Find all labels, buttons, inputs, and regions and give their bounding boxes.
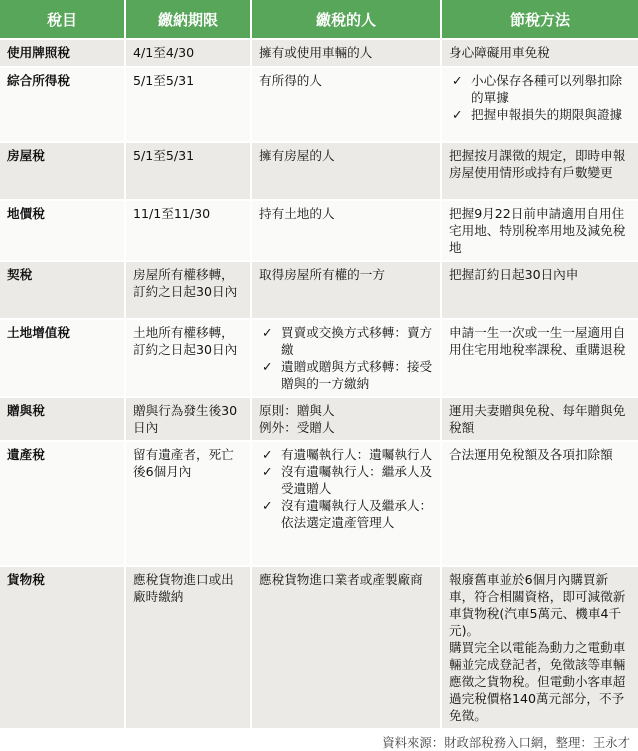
check-icon: ✓	[452, 107, 463, 122]
header-payer: 繳稅的人	[251, 0, 441, 39]
tax-name: 使用牌照稅	[0, 39, 125, 67]
deadline-cell: 應稅貨物進口或出廠時繳納	[125, 566, 251, 728]
payer-cell	[251, 441, 441, 566]
deadline-cell: 留有遺產者，死亡後6個月內	[125, 441, 251, 566]
deadline-cell: 11/1至11/30	[125, 200, 251, 261]
deadline-cell: 5/1至5/31	[125, 142, 251, 200]
list-item	[449, 72, 633, 106]
deadline-cell: 5/1至5/31	[125, 67, 251, 142]
list-item	[259, 463, 435, 497]
payer-text: 有遺囑執行人：遺囑執行人	[281, 447, 433, 462]
tips-cell: 合法運用免稅額及各項扣除額	[441, 441, 638, 566]
table-row	[0, 200, 638, 261]
tips-cell	[441, 67, 638, 142]
tips-cell: 申請一生一次或一生一屋適用自用住宅用地稅率課稅、重購退稅	[441, 319, 638, 397]
tips-list	[449, 72, 633, 123]
payer-text: 遺贈或贈與方式移轉：接受贈與的一方繳納	[281, 359, 433, 391]
deadline-cell: 房屋所有權移轉，訂約之日起30日內	[125, 261, 251, 319]
table-row	[0, 397, 638, 441]
list-item	[259, 324, 435, 358]
tax-name: 地價稅	[0, 200, 125, 261]
payer-line: 原則：贈與人	[259, 403, 335, 418]
tip-text: 小心保存各種可以列舉扣除的單據	[471, 73, 623, 105]
tax-name: 贈與稅	[0, 397, 125, 441]
deadline-cell: 土地所有權移轉，訂約之日起30日內	[125, 319, 251, 397]
table-row	[0, 39, 638, 67]
check-icon: ✓	[262, 447, 273, 462]
deadline-cell: 4/1至4/30	[125, 39, 251, 67]
check-icon: ✓	[262, 464, 273, 479]
tips-cell: 把握訂約日起30日內申	[441, 261, 638, 319]
tax-name: 遺產稅	[0, 441, 125, 566]
payer-line: 例外：受贈人	[259, 420, 335, 435]
list-item	[259, 358, 435, 392]
source-note: 資料來源：財政部稅務入口網，整理：王永才	[382, 735, 630, 750]
tip-paragraph: 報廢舊車並於6個月內購買新車，符合相關資格，即可減徵新車貨物稅(汽車5萬元、機車4千元)。	[449, 572, 626, 638]
payer-cell: 應稅貨物進口業者或產製廠商	[251, 566, 441, 728]
table-row	[0, 566, 638, 728]
tips-cell	[441, 566, 638, 728]
payer-cell: 擁有或使用車輛的人	[251, 39, 441, 67]
payer-text: 沒有遺囑執行人：繼承人及受遺贈人	[281, 464, 433, 496]
payer-cell: 擁有房屋的人	[251, 142, 441, 200]
payer-text: 沒有遺囑執行人及繼承人：依法選定遺產管理人	[281, 498, 433, 530]
tax-name: 土地增值稅	[0, 319, 125, 397]
tip-paragraph: 購買完全以電能為動力之電動車輛並完成登記者，免徵該等車輛應徵之貨物稅。但電動小客車超過完稅價格140萬元部分，不予免徵。	[449, 640, 626, 723]
payer-list	[259, 446, 435, 531]
header-deadline: 繳納期限	[125, 0, 251, 39]
payer-cell: 持有土地的人	[251, 200, 441, 261]
list-item	[449, 106, 633, 123]
tax-name: 房屋稅	[0, 142, 125, 200]
tax-name: 貨物稅	[0, 566, 125, 728]
deadline-cell: 贈與行為發生後30日內	[125, 397, 251, 441]
tips-cell: 把握按月課徵的規定，即時申報房屋使用情形或持有戶數變更	[441, 142, 638, 200]
payer-cell	[251, 397, 441, 441]
table-row	[0, 142, 638, 200]
tips-cell: 運用夫妻贈與免稅、每年贈與免稅額	[441, 397, 638, 441]
list-item	[259, 446, 435, 463]
tips-cell: 把握9月22日前申請適用自用住宅用地、特別稅率用地及減免稅地	[441, 200, 638, 261]
table-row	[0, 261, 638, 319]
header-row	[0, 0, 638, 39]
tips-cell: 身心障礙用車免稅	[441, 39, 638, 67]
check-icon: ✓	[262, 325, 273, 340]
table-row	[0, 319, 638, 397]
check-icon: ✓	[262, 498, 273, 513]
payer-cell: 有所得的人	[251, 67, 441, 142]
tax-name: 契稅	[0, 261, 125, 319]
table-row	[0, 441, 638, 566]
tax-name: 綜合所得稅	[0, 67, 125, 142]
table-row	[0, 67, 638, 142]
header-tax-item: 稅目	[0, 0, 125, 39]
list-item	[259, 497, 435, 531]
tip-text: 把握申報損失的期限與證據	[471, 107, 623, 122]
check-icon: ✓	[452, 73, 463, 88]
check-icon: ✓	[262, 359, 273, 374]
payer-text: 買賣或交換方式移轉：賣方繳	[281, 325, 433, 357]
payer-list	[259, 324, 435, 392]
header-tips: 節稅方法	[441, 0, 638, 39]
payer-cell: 取得房屋所有權的一方	[251, 261, 441, 319]
payer-cell	[251, 319, 441, 397]
